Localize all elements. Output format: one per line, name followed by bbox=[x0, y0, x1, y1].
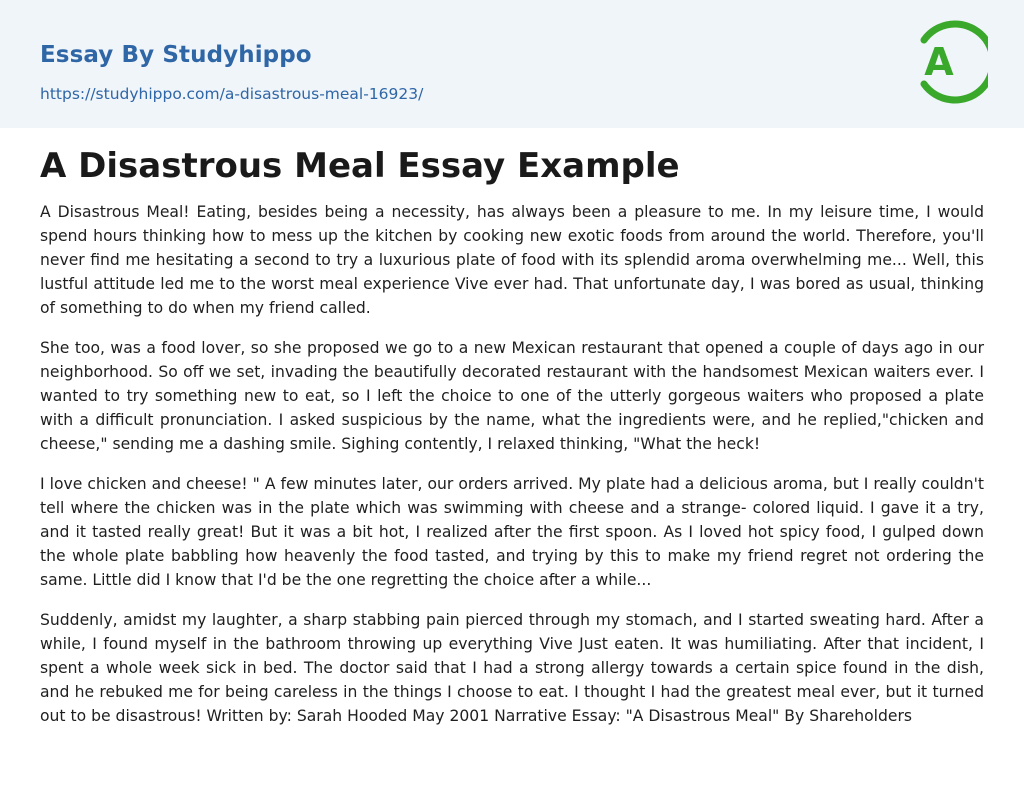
logo-letter: A bbox=[924, 40, 954, 84]
brand-title[interactable]: Essay By Studyhippo bbox=[40, 42, 312, 68]
studyhippo-logo-icon[interactable] bbox=[910, 18, 988, 106]
essay-paragraph: A Disastrous Meal! Eating, besides being a necessity, has always been a pleasure to me. In my leisure time, I would spend hours thinking how to mess up the kitchen by cooking new exotic foods from around the world. Therefore, you'll never find me hesitating a second to try a luxurious plate of food with its splendid aroma overwhelming me... Well, this lustful attitude led me to the worst meal experience Vive ever had. That unfortunate day, I was bored as usual, thinking of something to do when my friend called. bbox=[40, 203, 984, 317]
logo-svg bbox=[910, 18, 988, 106]
page-title: A Disastrous Meal Essay Example bbox=[40, 146, 680, 186]
essay-url-link[interactable]: https://studyhippo.com/a-disastrous-meal-16923/ bbox=[40, 85, 424, 103]
essay-paragraph: I love chicken and cheese! " A few minutes later, our orders arrived. My plate had a delicious aroma, but I really couldn't tell where the chicken was in the plate which was swimming with cheese and a strange- colored liquid. I gave it a try, and it tasted really great! But it was a bit hot, I realized after the first spoon. As I loved hot spicy food, I gulped down the whole plate babbling how heavenly the food tasted, and trying by this to make my friend regret not ordering the same. Little did I know that I'd be the one regretting the choice after a while... bbox=[40, 475, 984, 589]
essay-paragraph: She too, was a food lover, so she proposed we go to a new Mexican restaurant that opened a couple of days ago in our neighborhood. So off we set, invading the beautifully decorated restaurant with the handsomest Mexican waiters ever. I wanted to try something new to eat, so I left the choice to one of the utterly gorgeous waiters who proposed a plate with a difficult pronunciation. I asked suspicious by the name, what the ingredients were, and he replied,"chicken and cheese," sending me a dashing smile. Sighing contently, I relaxed thinking, "What the heck! bbox=[40, 339, 984, 453]
essay-paragraph: Suddenly, amidst my laughter, a sharp stabbing pain pierced through my stomach, and I started sweating hard. After a while, I found myself in the bathroom throwing up everything Vive Just eaten. It was humiliating. After that incident, I spent a whole week sick in bed. The doctor said that I had a strong allergy towards a certain spice found in the dish, and he rebuked me for being careless in the things I choose to eat. I thought I had the greatest meal ever, but it turned out to be disastrous! Written by: Sarah Hooded May 2001 Narrative Essay: "A Disastrous Meal" By Shareholders bbox=[40, 611, 984, 725]
essay-body bbox=[40, 200, 984, 744]
site-header bbox=[0, 0, 1024, 128]
